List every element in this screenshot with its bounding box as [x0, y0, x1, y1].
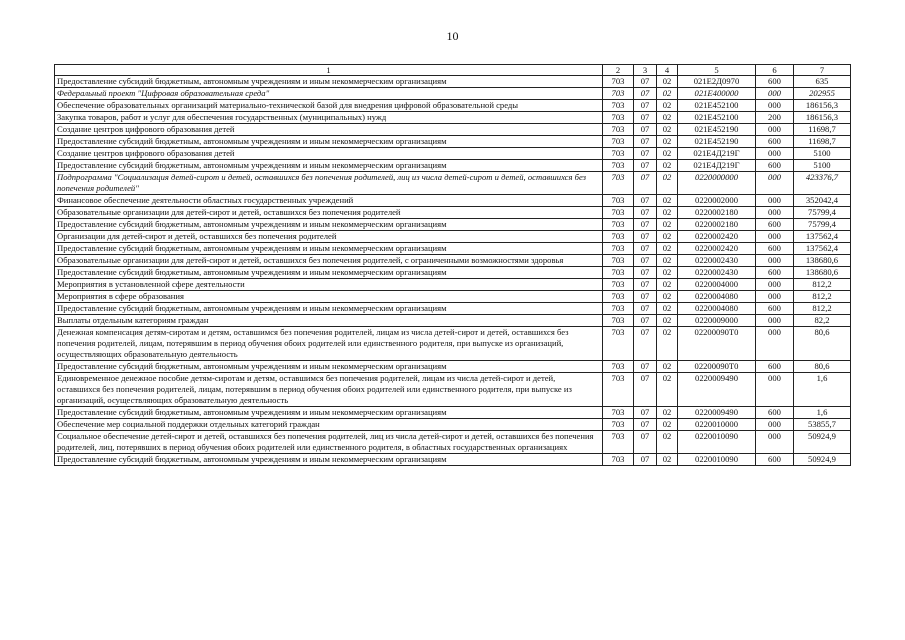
- row-target-article: 0220002000: [678, 195, 756, 207]
- row-section-code: 07: [634, 361, 657, 373]
- row-subsection-code: 02: [657, 76, 678, 88]
- row-section-code: 07: [634, 172, 657, 195]
- row-description: Организации для детей-сирот и детей, оставшихся без попечения родителей: [55, 231, 603, 243]
- table-row: [55, 303, 851, 315]
- row-amount: 812,2: [794, 291, 851, 303]
- table-row: [55, 279, 851, 291]
- row-expense-type: 000: [756, 124, 794, 136]
- row-target-article: 0220002430: [678, 267, 756, 279]
- row-amount: 53855,7: [794, 419, 851, 431]
- table-row: [55, 88, 851, 100]
- row-target-article: 0220009490: [678, 407, 756, 419]
- table-row: [55, 419, 851, 431]
- header-row: [55, 65, 851, 76]
- row-expense-type: 000: [756, 431, 794, 454]
- header-cell-subsection: 4: [657, 65, 678, 76]
- table-row: [55, 407, 851, 419]
- header-cell-expense-type: 6: [756, 65, 794, 76]
- row-admin-code: 703: [603, 148, 634, 160]
- row-amount: 11698,7: [794, 136, 851, 148]
- row-description: Предоставление субсидий бюджетным, автономным учреждениям и иным некоммерческим организациям: [55, 243, 603, 255]
- row-target-article: 0220002180: [678, 219, 756, 231]
- row-expense-type: 600: [756, 361, 794, 373]
- row-subsection-code: 02: [657, 231, 678, 243]
- row-subsection-code: 02: [657, 243, 678, 255]
- row-description: Предоставление субсидий бюджетным, автономным учреждениям и иным некоммерческим организациям: [55, 160, 603, 172]
- row-subsection-code: 02: [657, 160, 678, 172]
- row-description: Создание центров цифрового образования детей: [55, 148, 603, 160]
- row-subsection-code: 02: [657, 124, 678, 136]
- table-row: [55, 431, 851, 454]
- row-section-code: 07: [634, 327, 657, 361]
- row-expense-type: 000: [756, 195, 794, 207]
- row-expense-type: 600: [756, 267, 794, 279]
- row-amount: 75799,4: [794, 207, 851, 219]
- row-subsection-code: 02: [657, 279, 678, 291]
- row-section-code: 07: [634, 207, 657, 219]
- row-amount: 1,6: [794, 407, 851, 419]
- row-admin-code: 703: [603, 172, 634, 195]
- row-section-code: 07: [634, 195, 657, 207]
- row-expense-type: 000: [756, 148, 794, 160]
- row-expense-type: 600: [756, 76, 794, 88]
- row-admin-code: 703: [603, 419, 634, 431]
- row-target-article: 021E452190: [678, 124, 756, 136]
- row-subsection-code: 02: [657, 373, 678, 407]
- row-target-article: 02200090Т0: [678, 361, 756, 373]
- table-row: [55, 207, 851, 219]
- row-amount: 137562,4: [794, 243, 851, 255]
- row-subsection-code: 02: [657, 431, 678, 454]
- row-admin-code: 703: [603, 195, 634, 207]
- row-target-article: 0220002180: [678, 207, 756, 219]
- table-row: [55, 361, 851, 373]
- row-section-code: 07: [634, 76, 657, 88]
- budget-table: [54, 64, 851, 466]
- row-expense-type: 000: [756, 172, 794, 195]
- row-amount: 635: [794, 76, 851, 88]
- table-row: [55, 291, 851, 303]
- row-description: Предоставление субсидий бюджетным, автономным учреждениям и иным некоммерческим организациям: [55, 136, 603, 148]
- row-amount: 812,2: [794, 279, 851, 291]
- row-expense-type: 600: [756, 219, 794, 231]
- row-amount: 186156,3: [794, 100, 851, 112]
- row-section-code: 07: [634, 231, 657, 243]
- row-subsection-code: 02: [657, 172, 678, 195]
- row-amount: 50924,9: [794, 431, 851, 454]
- row-amount: 5100: [794, 148, 851, 160]
- row-expense-type: 200: [756, 112, 794, 124]
- row-section-code: 07: [634, 100, 657, 112]
- row-amount: 80,6: [794, 327, 851, 361]
- row-amount: 82,2: [794, 315, 851, 327]
- row-section-code: 07: [634, 373, 657, 407]
- row-expense-type: 000: [756, 373, 794, 407]
- row-target-article: 0220002420: [678, 231, 756, 243]
- row-amount: 5100: [794, 160, 851, 172]
- row-section-code: 07: [634, 255, 657, 267]
- row-description: Денежная компенсация детям-сиротам и детям, оставшимся без попечения родителей, лицам из числа детей-сирот и детей, оставшихся без попечения родителей, лицам, потерявшим в период обучения обоих родителей или единственного родителя, при выпуске из организаций, осуществляющих образовательную деятельность: [55, 327, 603, 361]
- header-cell-target-article: 5: [678, 65, 756, 76]
- row-admin-code: 703: [603, 112, 634, 124]
- row-target-article: 0220004080: [678, 303, 756, 315]
- row-subsection-code: 02: [657, 315, 678, 327]
- row-description: Предоставление субсидий бюджетным, автономным учреждениям и иным некоммерческим организациям: [55, 407, 603, 419]
- row-expense-type: 000: [756, 207, 794, 219]
- row-admin-code: 703: [603, 407, 634, 419]
- row-subsection-code: 02: [657, 255, 678, 267]
- row-expense-type: 600: [756, 303, 794, 315]
- row-amount: 137562,4: [794, 231, 851, 243]
- row-target-article: 0220004080: [678, 291, 756, 303]
- row-admin-code: 703: [603, 76, 634, 88]
- row-description: Предоставление субсидий бюджетным, автономным учреждениям и иным некоммерческим организациям: [55, 303, 603, 315]
- table-row: [55, 373, 851, 407]
- row-subsection-code: 02: [657, 407, 678, 419]
- row-subsection-code: 02: [657, 207, 678, 219]
- row-section-code: 07: [634, 267, 657, 279]
- table-row: [55, 327, 851, 361]
- row-admin-code: 703: [603, 207, 634, 219]
- row-description: Подпрограмма "Социализация детей-сирот и детей, оставшихся без попечения родителей, лиц из числа детей-сирот и детей, оставшихся без попечения родителей": [55, 172, 603, 195]
- row-amount: 138680,6: [794, 255, 851, 267]
- table-row: [55, 315, 851, 327]
- table-row: [55, 255, 851, 267]
- row-section-code: 07: [634, 243, 657, 255]
- table-row: [55, 148, 851, 160]
- row-subsection-code: 02: [657, 148, 678, 160]
- row-description: Образовательные организации для детей-сирот и детей, оставшихся без попечения родителей, с ограниченными возможностями здоровья: [55, 255, 603, 267]
- table-row: [55, 160, 851, 172]
- row-amount: 80,6: [794, 361, 851, 373]
- row-section-code: 07: [634, 303, 657, 315]
- row-subsection-code: 02: [657, 112, 678, 124]
- row-expense-type: 600: [756, 243, 794, 255]
- row-target-article: 021E400000: [678, 88, 756, 100]
- row-amount: 423376,7: [794, 172, 851, 195]
- row-amount: 352042,4: [794, 195, 851, 207]
- row-target-article: 0220000000: [678, 172, 756, 195]
- row-section-code: 07: [634, 160, 657, 172]
- row-section-code: 07: [634, 431, 657, 454]
- row-description: Предоставление субсидий бюджетным, автономным учреждениям и иным некоммерческим организациям: [55, 76, 603, 88]
- table-row: [55, 231, 851, 243]
- row-subsection-code: 02: [657, 454, 678, 466]
- row-description: Предоставление субсидий бюджетным, автономным учреждениям и иным некоммерческим организациям: [55, 454, 603, 466]
- row-target-article: 021E452100: [678, 112, 756, 124]
- row-description: Единовременное денежное пособие детям-сиротам и детям, оставшимся без попечения родителей, лицам из числа детей-сирот и детей, оставшихся без попечения родителей, лицам, потерявшим в период обучения обоих родителей или единственного родителя, при выпуске из организаций, осуществляющих образовательную деятельность: [55, 373, 603, 407]
- row-admin-code: 703: [603, 160, 634, 172]
- row-description: Предоставление субсидий бюджетным, автономным учреждениям и иным некоммерческим организациям: [55, 361, 603, 373]
- row-description: Выплаты отдельным категориям граждан: [55, 315, 603, 327]
- row-admin-code: 703: [603, 231, 634, 243]
- row-target-article: 0220002430: [678, 255, 756, 267]
- table-row: [55, 454, 851, 466]
- row-target-article: 0220010090: [678, 431, 756, 454]
- row-section-code: 07: [634, 219, 657, 231]
- row-amount: 812,2: [794, 303, 851, 315]
- row-section-code: 07: [634, 148, 657, 160]
- row-section-code: 07: [634, 454, 657, 466]
- row-target-article: 0220002420: [678, 243, 756, 255]
- row-admin-code: 703: [603, 315, 634, 327]
- row-expense-type: 600: [756, 136, 794, 148]
- row-target-article: 0220009490: [678, 373, 756, 407]
- row-target-article: 021E2Д0970: [678, 76, 756, 88]
- row-admin-code: 703: [603, 124, 634, 136]
- row-description: Создание центров цифрового образования детей: [55, 124, 603, 136]
- row-admin-code: 703: [603, 88, 634, 100]
- row-amount: 202955: [794, 88, 851, 100]
- row-amount: 1,6: [794, 373, 851, 407]
- row-admin-code: 703: [603, 431, 634, 454]
- row-target-article: 0220009000: [678, 315, 756, 327]
- row-target-article: 021E452100: [678, 100, 756, 112]
- row-description: Обеспечение мер социальной поддержки отдельных категорий граждан: [55, 419, 603, 431]
- table-row: [55, 219, 851, 231]
- row-admin-code: 703: [603, 454, 634, 466]
- row-expense-type: 600: [756, 160, 794, 172]
- row-subsection-code: 02: [657, 136, 678, 148]
- row-admin-code: 703: [603, 373, 634, 407]
- header-cell-section: 3: [634, 65, 657, 76]
- row-subsection-code: 02: [657, 419, 678, 431]
- row-admin-code: 703: [603, 291, 634, 303]
- row-section-code: 07: [634, 136, 657, 148]
- table-row: [55, 243, 851, 255]
- row-target-article: 021E4Д219Г: [678, 148, 756, 160]
- row-description: Предоставление субсидий бюджетным, автономным учреждениям и иным некоммерческим организациям: [55, 219, 603, 231]
- row-subsection-code: 02: [657, 291, 678, 303]
- row-section-code: 07: [634, 419, 657, 431]
- row-expense-type: 000: [756, 291, 794, 303]
- row-amount: 75799,4: [794, 219, 851, 231]
- row-subsection-code: 02: [657, 88, 678, 100]
- row-description: Мероприятия в сфере образования: [55, 291, 603, 303]
- row-subsection-code: 02: [657, 219, 678, 231]
- row-admin-code: 703: [603, 327, 634, 361]
- row-admin-code: 703: [603, 267, 634, 279]
- row-expense-type: 000: [756, 315, 794, 327]
- row-admin-code: 703: [603, 243, 634, 255]
- row-description: Федеральный проект "Цифровая образовательная среда": [55, 88, 603, 100]
- row-admin-code: 703: [603, 361, 634, 373]
- row-target-article: 021E4Д219Г: [678, 160, 756, 172]
- row-target-article: 0220004000: [678, 279, 756, 291]
- row-description: Образовательные организации для детей-сирот и детей, оставшихся без попечения родителей: [55, 207, 603, 219]
- row-expense-type: 600: [756, 407, 794, 419]
- row-section-code: 07: [634, 315, 657, 327]
- header-cell-name: 1: [55, 65, 603, 76]
- row-amount: 11698,7: [794, 124, 851, 136]
- row-admin-code: 703: [603, 255, 634, 267]
- row-admin-code: 703: [603, 136, 634, 148]
- row-target-article: 0220010000: [678, 419, 756, 431]
- table-row: [55, 267, 851, 279]
- row-section-code: 07: [634, 112, 657, 124]
- row-subsection-code: 02: [657, 195, 678, 207]
- row-section-code: 07: [634, 291, 657, 303]
- row-subsection-code: 02: [657, 303, 678, 315]
- table-row: [55, 195, 851, 207]
- row-description: Мероприятия в установленной сфере деятельности: [55, 279, 603, 291]
- row-expense-type: 000: [756, 255, 794, 267]
- row-target-article: 02200090Т0: [678, 327, 756, 361]
- row-description: Предоставление субсидий бюджетным, автономным учреждениям и иным некоммерческим организациям: [55, 267, 603, 279]
- row-amount: 186156,3: [794, 112, 851, 124]
- row-admin-code: 703: [603, 279, 634, 291]
- row-description: Обеспечение образовательных организаций материально-технической базой для внедрения цифровой образовательной среды: [55, 100, 603, 112]
- row-subsection-code: 02: [657, 100, 678, 112]
- table-row: [55, 124, 851, 136]
- row-amount: 138680,6: [794, 267, 851, 279]
- header-cell-amount: 7: [794, 65, 851, 76]
- row-subsection-code: 02: [657, 327, 678, 361]
- row-expense-type: 000: [756, 419, 794, 431]
- header-cell-admin: 2: [603, 65, 634, 76]
- row-section-code: 07: [634, 279, 657, 291]
- table-row: [55, 136, 851, 148]
- row-expense-type: 000: [756, 327, 794, 361]
- row-expense-type: 000: [756, 231, 794, 243]
- row-description: Социальное обеспечение детей-сирот и детей, оставшихся без попечения родителей, лиц из числа детей-сирот и детей, оставшихся без попечения родителей, лиц, потерявших в период обучения обоих родителей или единственного родителя, в областных государственных организациях: [55, 431, 603, 454]
- row-expense-type: 600: [756, 454, 794, 466]
- row-section-code: 07: [634, 88, 657, 100]
- row-expense-type: 000: [756, 88, 794, 100]
- table-row: [55, 100, 851, 112]
- row-target-article: 021E452190: [678, 136, 756, 148]
- row-description: Финансовое обеспечение деятельности областных государственных учреждений: [55, 195, 603, 207]
- row-expense-type: 000: [756, 100, 794, 112]
- page-number: 10: [446, 29, 459, 43]
- row-admin-code: 703: [603, 219, 634, 231]
- row-description: Закупка товаров, работ и услуг для обеспечения государственных (муниципальных) нужд: [55, 112, 603, 124]
- row-section-code: 07: [634, 407, 657, 419]
- row-admin-code: 703: [603, 100, 634, 112]
- row-subsection-code: 02: [657, 267, 678, 279]
- row-subsection-code: 02: [657, 361, 678, 373]
- row-section-code: 07: [634, 124, 657, 136]
- table-row: [55, 112, 851, 124]
- row-target-article: 0220010090: [678, 454, 756, 466]
- row-expense-type: 000: [756, 279, 794, 291]
- row-amount: 50924,9: [794, 454, 851, 466]
- row-admin-code: 703: [603, 303, 634, 315]
- table-row: [55, 76, 851, 88]
- table-row: [55, 172, 851, 195]
